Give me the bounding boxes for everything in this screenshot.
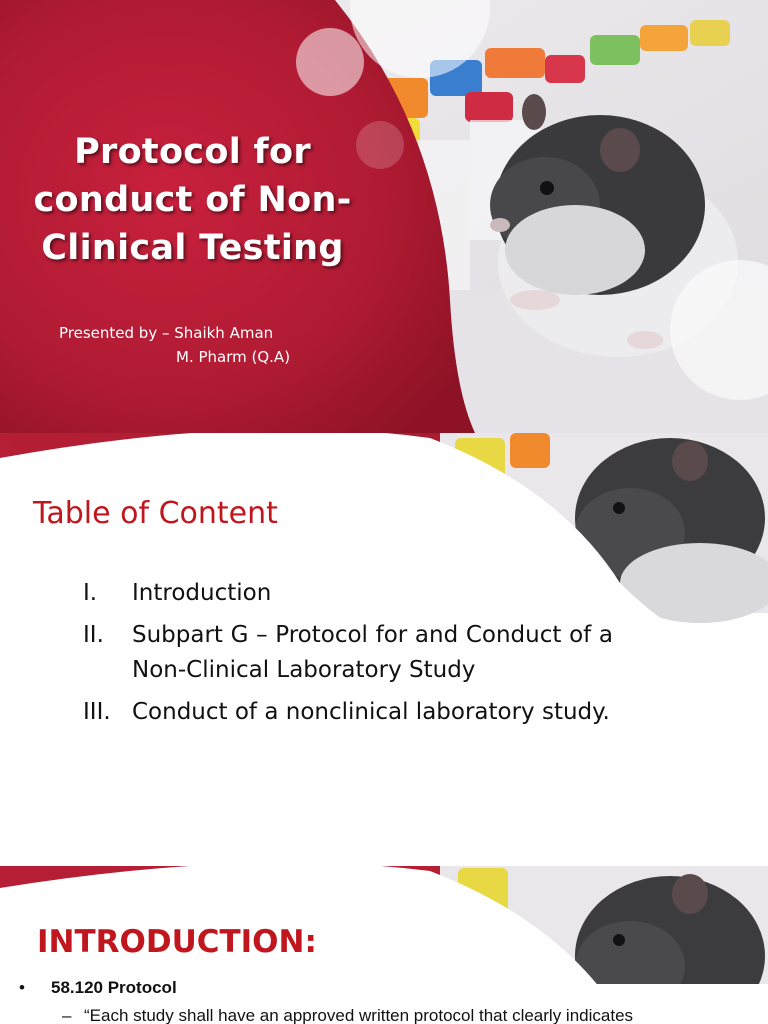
toc-item-number: II.: [83, 622, 104, 648]
bullet-icon: •: [19, 978, 25, 997]
title-slide: [0, 0, 768, 433]
presenter-line: Presented by – Shaikh Aman: [59, 324, 274, 342]
introduction-slide: [0, 866, 768, 1024]
toc-item-number: I.: [83, 580, 98, 606]
qualification-line: M. Pharm (Q.A): [176, 348, 291, 366]
toc-item-subpart-g: [83, 618, 613, 688]
slide-title: [0, 128, 385, 272]
bullet-heading: 58.120 Protocol: [51, 978, 177, 997]
sub-bullet-text: “Each study shall have an approved written protocol that clearly indicates: [84, 1006, 634, 1024]
dash-icon: –: [62, 1006, 72, 1024]
toc-item-conduct: [83, 695, 613, 730]
title-line-3: Clinical Testing: [41, 228, 344, 268]
table-of-content-slide: [0, 433, 768, 866]
toc-list: [83, 576, 613, 737]
toc-item-text: Subpart G – Protocol for and Conduct of a Non-Clinical Laboratory Study: [132, 622, 613, 683]
intro-title: INTRODUCTION:: [37, 924, 317, 960]
toc-title: Table of Content: [33, 496, 278, 531]
toc-item-number: III.: [83, 699, 111, 725]
toc-item-introduction: [83, 576, 613, 611]
title-line-2: conduct of Non-: [33, 180, 352, 220]
toc-item-text: Introduction: [132, 580, 272, 606]
toc-item-text: Conduct of a nonclinical laboratory study.: [132, 699, 610, 725]
title-line-1: Protocol for: [74, 132, 311, 172]
